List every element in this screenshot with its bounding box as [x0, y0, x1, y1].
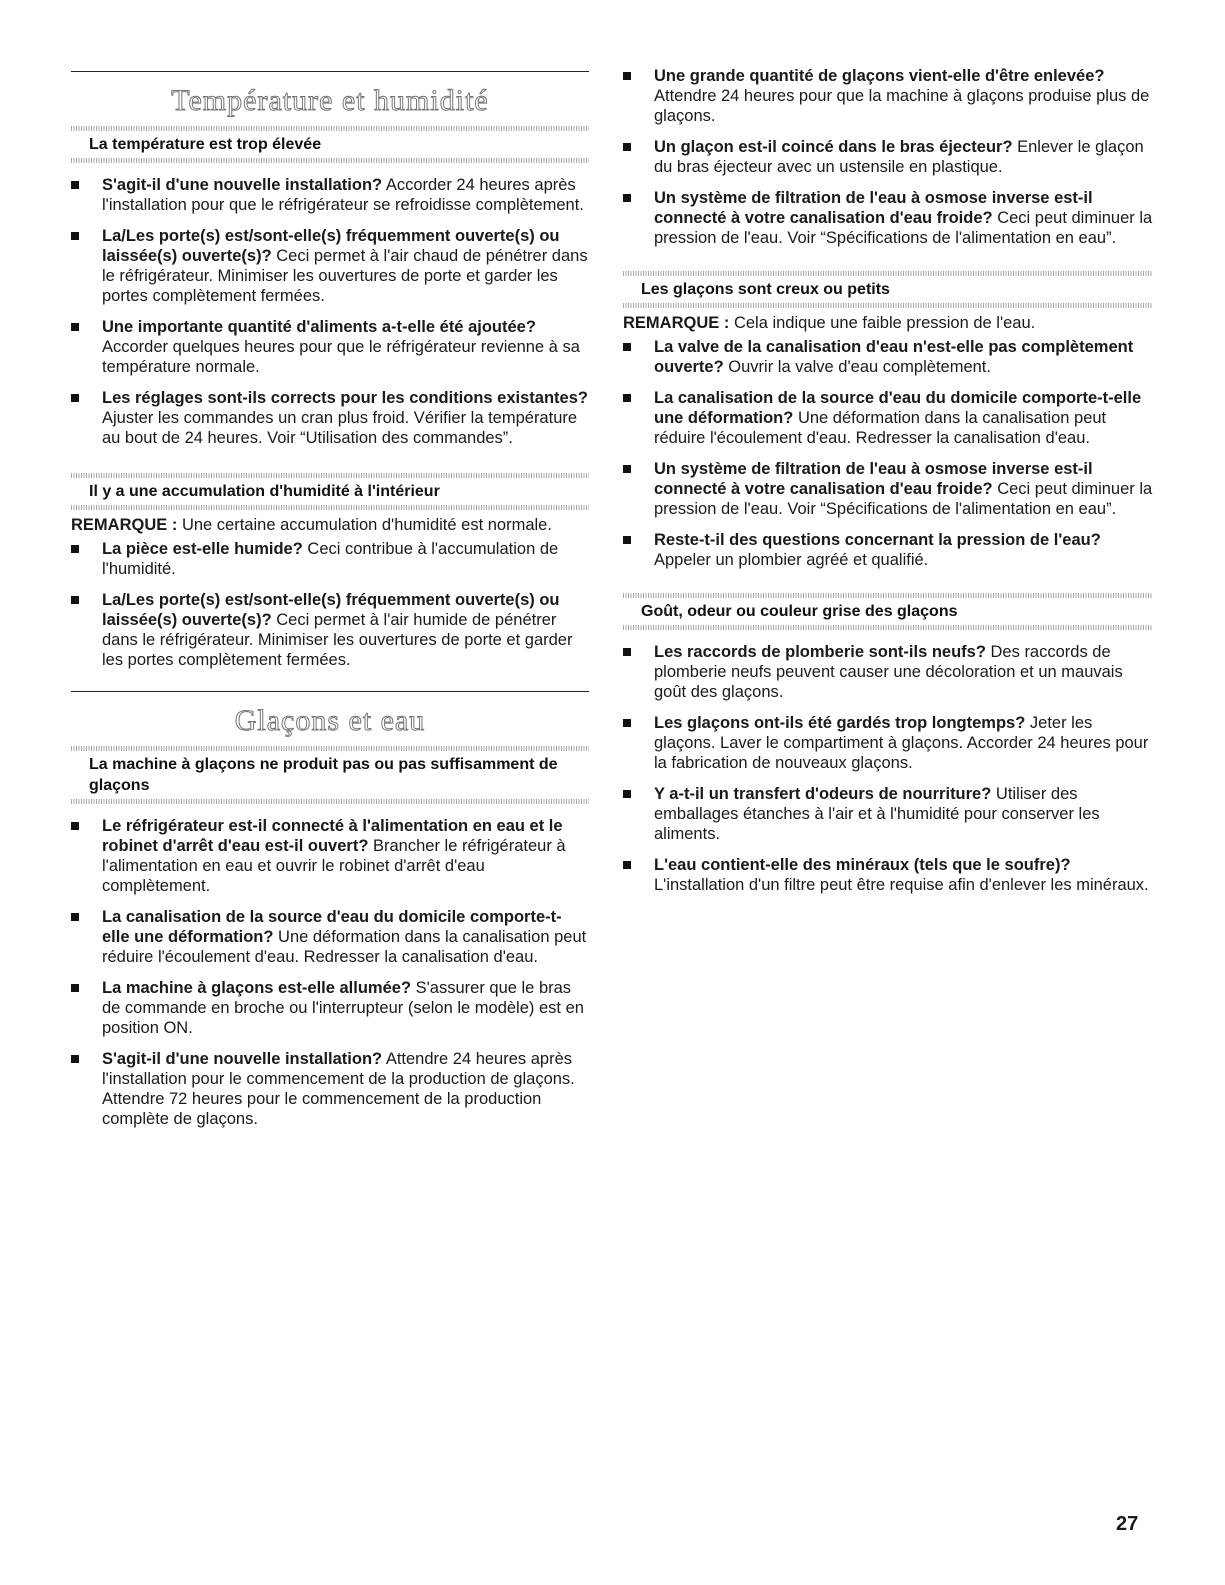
list-item: Un glaçon est-il coincé dans le bras éjecteur? Enlever le glaçon du bras éjecteur avec un ustensile en plastique.	[623, 137, 1153, 177]
list-item: La/Les porte(s) est/sont-elle(s) fréquemment ouverte(s) ou laissée(s) ouverte(s)? Ceci permet à l'air chaud de pénétrer dans le réfrigérateur. Minimiser les ouvertures de porte et garder les portes complètement fermées.	[71, 226, 589, 306]
list-item: Le réfrigérateur est-il connecté à l'alimentation en eau et le robinet d'arrêt d'eau est-il ouvert? Brancher le réfrigérateur à l'alimentation en eau et ouvrir le robinet d'arrêt d'eau complètement.	[71, 816, 589, 896]
list-taste	[623, 642, 1153, 895]
subhead-rule	[623, 625, 1153, 630]
subhead-rule	[623, 271, 1153, 276]
list-not-enough-ice-cont	[623, 66, 1153, 248]
list-item: S'agit-il d'une nouvelle installation? Accorder 24 heures après l'installation pour que le réfrigérateur se refroidisse complètement.	[71, 175, 589, 215]
subhead-rule	[71, 799, 589, 804]
note-hollow: REMARQUE : Cela indique une faible pression de l'eau.	[623, 314, 1036, 332]
subhead-hollow: Les glaçons sont creux ou petits	[641, 281, 890, 298]
right-column	[623, 0, 1153, 906]
subhead-humidity: Il y a une accumulation d'humidité à l'intérieur	[89, 483, 440, 500]
subhead-rule	[71, 505, 589, 510]
left-column	[71, 0, 589, 1140]
subhead-not-enough-ice: La machine à glaçons ne produit pas ou pas suffisamment de glaçons	[89, 756, 558, 794]
list-item: La/Les porte(s) est/sont-elle(s) fréquemment ouverte(s) ou laissée(s) ouverte(s)? Ceci permet à l'air humide de pénétrer dans le réfrigérateur. Minimiser les ouvertures de porte et garder les portes complètement fermées.	[71, 590, 589, 670]
list-item: Reste-t-il des questions concernant la pression de l'eau? Appeler un plombier agréé et qualifié.	[623, 530, 1153, 570]
list-hollow	[623, 337, 1153, 570]
note-humidity: REMARQUE : Une certaine accumulation d'humidité est normale.	[71, 516, 552, 534]
subhead-rule	[71, 473, 589, 478]
list-item: Les raccords de plomberie sont-ils neufs? Des raccords de plomberie neufs peuvent causer une décoloration et un mauvais goût des glaçons.	[623, 642, 1153, 702]
list-item: Une importante quantité d'aliments a-t-elle été ajoutée? Accorder quelques heures pour que le réfrigérateur revienne à sa température normale.	[71, 317, 589, 377]
list-item: La canalisation de la source d'eau du domicile comporte-t-elle une déformation? Une déformation dans la canalisation peut réduire l'écoulement d'eau. Redresser la canalisation d'eau.	[71, 907, 589, 967]
list-item: La machine à glaçons est-elle allumée? S'assurer que le bras de commande en broche ou l'interrupteur (selon le modèle) est en position ON.	[71, 978, 589, 1038]
list-item: La canalisation de la source d'eau du domicile comporte-t-elle une déformation? Une déformation dans la canalisation peut réduire l'écoulement d'eau. Redresser la canalisation d'eau.	[623, 388, 1153, 448]
list-item: Un système de filtration de l'eau à osmose inverse est-il connecté à votre canalisation d'eau froide? Ceci peut diminuer la pression de l'eau. Voir “Spécifications de l'alimentation en eau”.	[623, 459, 1153, 519]
section-title-ice: Glaçons et eau	[234, 704, 426, 737]
list-item: Une grande quantité de glaçons vient-elle d'être enlevée? Attendre 24 heures pour que la machine à glaçons produise plus de glaçons.	[623, 66, 1153, 126]
list-item: Y a-t-il un transfert d'odeurs de nourriture? Utiliser des emballages étanches à l'air et à l'humidité pour conserver les aliments.	[623, 784, 1153, 844]
subhead-rule	[623, 303, 1153, 308]
subhead-rule	[623, 593, 1153, 598]
subhead-taste: Goût, odeur ou couleur grise des glaçons	[641, 603, 958, 620]
subhead-rule	[71, 746, 589, 751]
subhead-rule	[71, 126, 589, 131]
list-item: S'agit-il d'une nouvelle installation? Attendre 24 heures après l'installation pour le commencement de la production de glaçons. Attendre 72 heures pour le commencement de la production complète de glaçons.	[71, 1049, 589, 1129]
list-humidity	[71, 539, 589, 670]
list-not-enough-ice	[71, 816, 589, 1129]
subhead-rule	[71, 158, 589, 163]
list-item: La pièce est-elle humide? Ceci contribue à l'accumulation de l'humidité.	[71, 539, 589, 579]
list-item: Les glaçons ont-ils été gardés trop longtemps? Jeter les glaçons. Laver le compartiment à glaçons. Accorder 24 heures pour la fabrication de nouveaux glaçons.	[623, 713, 1153, 773]
list-item: Un système de filtration de l'eau à osmose inverse est-il connecté à votre canalisation d'eau froide? Ceci peut diminuer la pression de l'eau. Voir “Spécifications de l'alimentation en eau”.	[623, 188, 1153, 248]
list-item: Les réglages sont-ils corrects pour les conditions existantes? Ajuster les commandes un cran plus froid. Vérifier la température au bout de 24 heures. Voir “Utilisation des commandes”.	[71, 388, 589, 448]
list-item: L'eau contient-elle des minéraux (tels que le soufre)? L'installation d'un filtre peut être requise afin d'enlever les minéraux.	[623, 855, 1153, 895]
page-number: 27	[1116, 1513, 1139, 1535]
subhead-too-warm: La température est trop élevée	[89, 136, 322, 153]
list-too-warm	[71, 175, 589, 448]
list-item: La valve de la canalisation d'eau n'est-elle pas complètement ouverte? Ouvrir la valve d'eau complètement.	[623, 337, 1153, 377]
section-title-temperature: Température et humidité	[171, 84, 489, 117]
